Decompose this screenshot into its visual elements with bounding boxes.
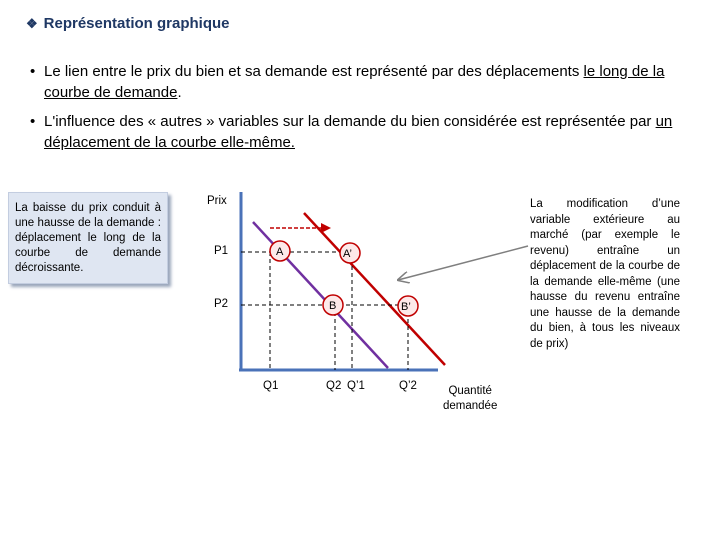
bullet-2-underlined: un déplacement de la courbe elle-même.: [44, 113, 673, 151]
point-B-prime: [398, 296, 418, 316]
price-label-p2: P2: [214, 298, 229, 310]
left-callout-box: La baisse du prix conduit à une hausse de la demande : déplacement le long de la courbe de demande décroissante.: [8, 192, 168, 284]
shifted-demand-curve: [304, 213, 445, 365]
svg-text:A: A: [276, 246, 284, 258]
point-A-prime: [340, 243, 360, 263]
y-axis-label: Prix: [207, 195, 227, 207]
heading-text: Représentation graphique: [43, 15, 230, 32]
quantity-label-q2: Q2: [326, 380, 342, 392]
quantity-label-q2-prime: Q’2: [399, 380, 417, 392]
svg-text:B: B: [329, 300, 337, 312]
point-A: [270, 241, 290, 261]
point-B: [323, 295, 343, 315]
price-label-p1: P1: [214, 245, 229, 257]
bullet-dot-icon: •: [30, 63, 36, 80]
diamond-bullet-icon: ❖: [26, 16, 38, 31]
bullet-1-underlined: le long de la courbe de demande: [44, 63, 665, 101]
right-explanation-text: La modification d’une variable extérieure au marché (par exemple le revenu) entraîne un déplacement de la courbe de la demande elle-même (une hausse du revenu entraîne une hausse de la demande du bien, à tous les niveaux de prix): [530, 198, 680, 350]
right-pointer-arrow: [398, 246, 528, 280]
bullet-1-text: Le lien entre le prix du bien et sa demande est représenté par des déplacements le long de la courbe de demande.: [44, 63, 665, 101]
svg-text:A’: A’: [343, 248, 352, 260]
svg-text:B’: B’: [401, 301, 411, 313]
quantity-label-q1-prime: Q’1: [347, 380, 365, 392]
x-axis-label: Quantité demandée: [443, 385, 498, 412]
bullet-2-text: L'influence des « autres » variables sur la demande du bien considérée est représentée par un déplacement de la courbe elle-même.: [44, 113, 673, 151]
bullet-dot-icon: •: [30, 113, 36, 130]
quantity-label-q1: Q1: [263, 380, 279, 392]
